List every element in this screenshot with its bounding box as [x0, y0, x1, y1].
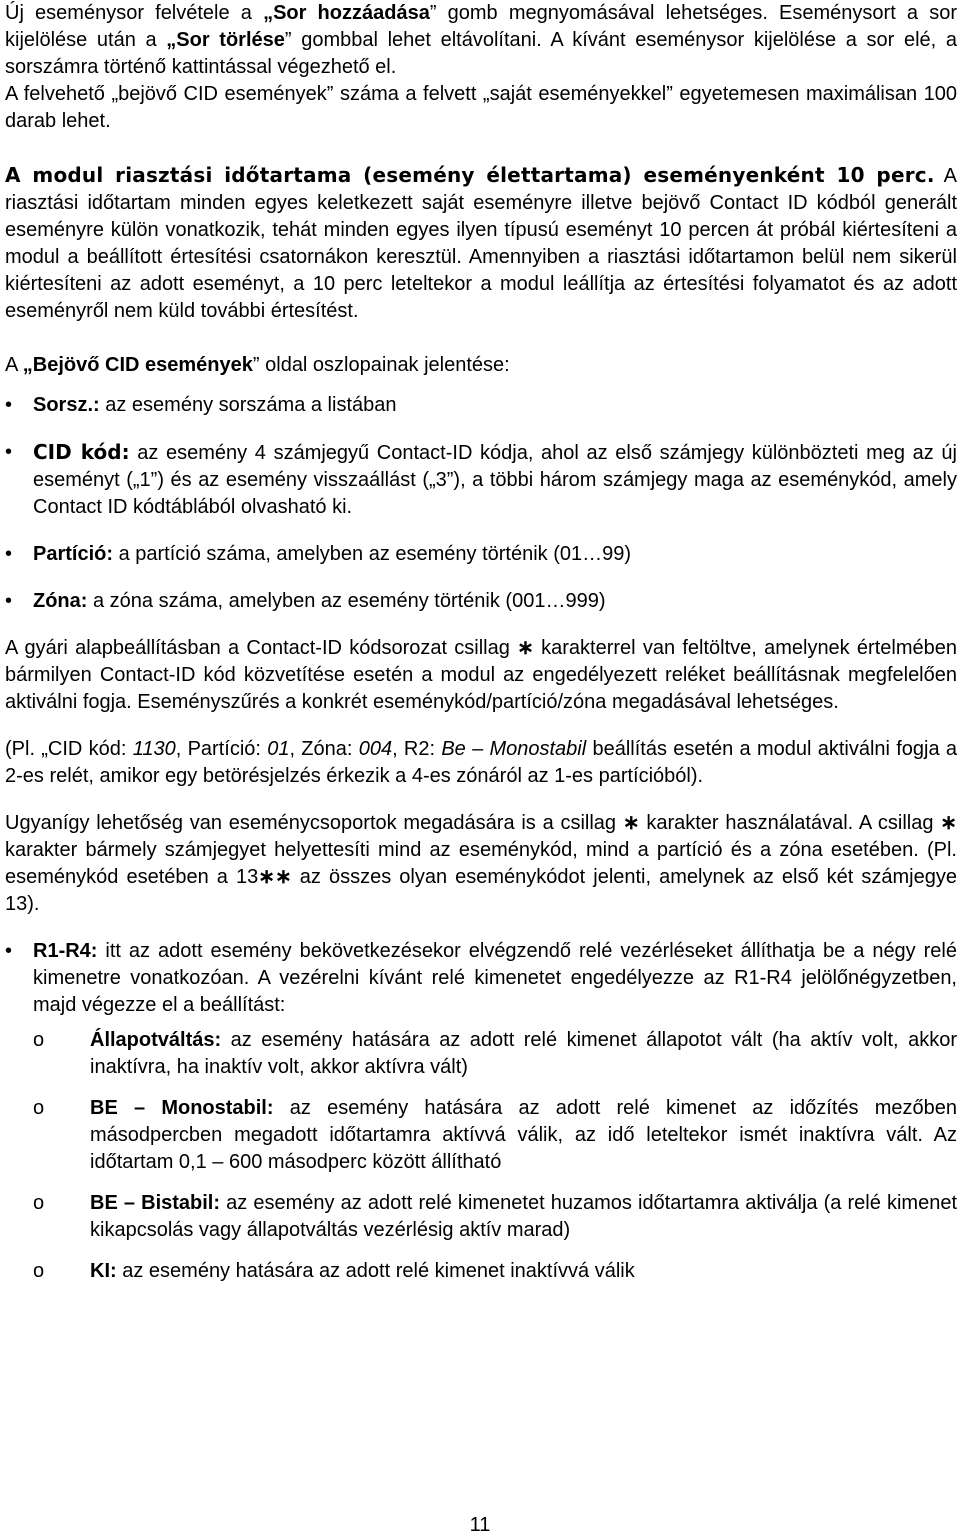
text-run: ” oldal oszlopainak jelentése:	[252, 354, 510, 376]
text-run: , Zóna:	[289, 738, 359, 760]
paragraph-example	[5, 736, 957, 790]
option-label: Állapotváltás:	[90, 1029, 222, 1051]
list-item-particio	[5, 541, 957, 568]
option-label: BE – Bistabil:	[90, 1192, 221, 1214]
column-description: az esemény 4 számjegyű Contact-ID kódja, ahol az első számjegy különbözteti meg az új eseményt („1”) és az esemény visszaállást („3”), a többi három számjegy maga az eseménykód, amely Contact ID kódtáblából olvasható ki.	[33, 442, 957, 518]
text-run: beállítás esetén a modul aktiválni fogja a 2-es relét, amikor egy betörésjelzés érkezik a 4-es zónáról az 1-es partícióból).	[5, 738, 957, 787]
column-label: Partíció:	[33, 543, 114, 565]
alarm-duration-heading: A modul riasztási időtartama (esemény élettartama) eseményenként 10 perc.	[5, 163, 935, 187]
option-label: BE – Monostabil:	[90, 1097, 274, 1119]
example-cid-code: 1130	[132, 738, 176, 760]
column-description: az esemény sorszáma a listában	[99, 394, 397, 416]
sub-bullet-marker: o	[33, 1260, 45, 1282]
option-label: KI:	[90, 1260, 117, 1282]
text-run: Új eseménysor felvétele a	[5, 2, 264, 24]
bold-run-page-name: „Bejövő CID események	[22, 354, 253, 376]
relay-label: R1-R4:	[33, 940, 98, 962]
column-description: a zóna száma, amelyben az esemény történik (001…999)	[87, 590, 606, 612]
list-item-sorsz	[5, 392, 957, 419]
column-label: Sorsz.:	[33, 394, 100, 416]
relay-list	[5, 938, 957, 1285]
column-label: CID kód:	[33, 440, 130, 464]
column-definition-list	[5, 392, 957, 615]
relay-option-bistable	[5, 1190, 957, 1244]
example-relay-mode: Be – Monostabil	[441, 738, 587, 760]
column-description: a partíció száma, amelyben az esemény történik (01…99)	[113, 543, 632, 565]
text-run: A gyári alapbeállításban a Contact-ID kódsorozat csillag	[5, 637, 518, 659]
text-run: karakter bármely számjegyet helyettesíti mind az eseménykód, mind a partíció és a zóna esetében. (Pl. eseménykód esetében a 13	[5, 839, 957, 888]
relay-option-list	[5, 1027, 957, 1285]
text-run: , Partíció:	[175, 738, 268, 760]
text-run: karakter használatával. A csillag	[639, 812, 941, 834]
asterisk-symbol: ∗	[517, 637, 534, 659]
paragraph-default-setting	[5, 635, 957, 716]
relay-description: itt az adott esemény bekövetkezésekor elvégzendő relé vezérléseket állíthatja be a négy relé kimenetre vonatkozóan. A vezérelni kívánt relé kimenetet engedélyezze az R1-R4 jelölőnégyzetben, majd végezze el a beállítást:	[33, 940, 957, 1016]
sub-bullet-marker: o	[33, 1192, 45, 1214]
bold-run-add-row: „Sor hozzáadása	[263, 2, 430, 24]
text-run: (Pl. „CID kód:	[5, 738, 133, 760]
option-description: az esemény hatására az adott relé kimenet inaktívvá válik	[116, 1260, 635, 1282]
relay-option-off	[5, 1258, 957, 1285]
text-run: , R2:	[392, 738, 442, 760]
bold-run-delete-row: „Sor törlése	[166, 29, 285, 51]
option-description: az esemény hatására az adott relé kimenet az időzítés mezőben másodpercben megadott időtartamra aktívvá válik, az idő leteltekor ismét inaktívra vált. Az időtartam 0,1 – 600 másodperc között állítható	[90, 1097, 957, 1173]
paragraph-max-events: A felvehető „bejövő CID események” száma a felvett „saját eseményekkel” egyetemesen maximálisan 100 darab lehet.	[5, 83, 957, 132]
option-description: az esemény az adott relé kimenetet huzamos időtartamra aktiválja (a relé kimenet kikapcsolás vagy állapotváltás vezérlésig aktív marad)	[90, 1192, 958, 1241]
relay-option-toggle	[5, 1027, 957, 1081]
paragraph-add-remove-rows	[5, 0, 957, 81]
example-partition: 01	[267, 738, 290, 760]
text-run: A	[5, 354, 23, 376]
asterisk-symbol: ∗	[940, 812, 957, 834]
sub-bullet-marker: o	[33, 1029, 45, 1051]
example-zone: 004	[358, 738, 393, 760]
text-run: karakterrel van feltöltve, amelynek értelmében bármilyen Contact-ID kód közvetítése esetén a modul az engedélyezett reléket beállításnak megfelelően aktiválni fogja. Eseményszűrés a konkrét eseménykód/partíció/zóna megadásával lehetséges.	[5, 637, 957, 713]
alarm-duration-body: A riasztási időtartam minden egyes keletkezett saját eseményre illetve bejövő Contact ID kódból generált eseményre külön vonatkozik, tehát minden egyes ilyen típusú eseményt 10 percen át próbál kiértesíteni a modul a beállított értesítési csatornákon keresztül. Amennyiben a riasztási időtartamon belül nem sikerül kiértesíteni az adott eseményt, a 10 perc leteltekor a modul leállítja az értesítési folyamatot és az adott eseményről nem küld további értesítést.	[5, 165, 957, 322]
paragraph-columns-intro	[5, 352, 957, 379]
option-description: az esemény hatására az adott relé kimenet állapotot vált (ha aktív volt, akkor inaktívra, ha inaktív volt, akkor aktívra vált)	[90, 1029, 957, 1078]
page-number: 11	[469, 1514, 491, 1536]
asterisk-symbol: ∗	[622, 812, 640, 834]
list-item-r1-r4	[5, 938, 957, 1285]
list-item-cid-kod	[5, 439, 957, 521]
relay-option-monostable	[5, 1095, 957, 1176]
sub-bullet-marker: o	[33, 1097, 45, 1119]
asterisk-symbol: ∗∗	[258, 866, 292, 888]
text-run: ” gombbal lehet eltávolítani. A kívánt eseménysor kijelölése a sor elé, a sorszámra történő kattintással végezhető el.	[5, 29, 958, 78]
document-page	[5, 0, 957, 1285]
list-item-zona	[5, 588, 957, 615]
column-label: Zóna:	[33, 590, 88, 612]
paragraph-alarm-duration	[5, 162, 957, 325]
text-run: Ugyanígy lehetőség van eseménycsoportok megadására is a csillag	[5, 812, 623, 834]
text-run: az összes olyan eseménykódot jelenti, amelynek az első két számjegye 13).	[5, 866, 957, 915]
paragraph-event-groups	[5, 810, 957, 918]
text-run: ” gomb megnyomásával lehetséges. Eseménysort a sor kijelölése után a	[5, 2, 957, 51]
